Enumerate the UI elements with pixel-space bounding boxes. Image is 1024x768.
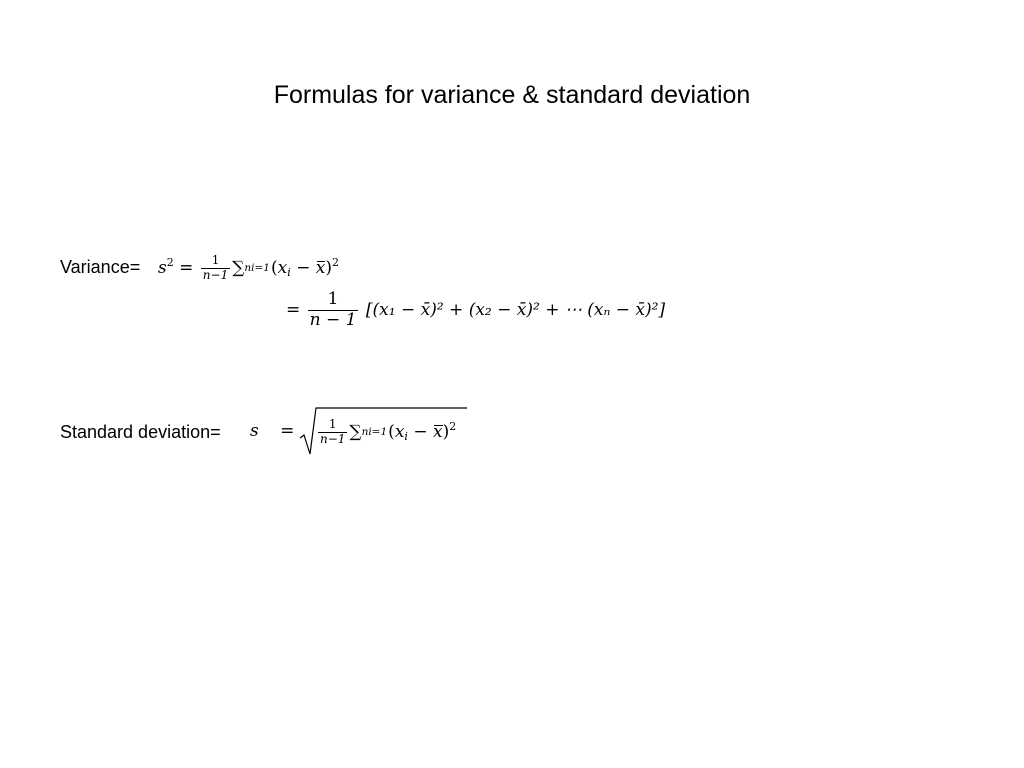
variance-xi-subscript: i: [287, 265, 291, 279]
variance-formula: [158, 254, 339, 283]
variance-line2-fraction: [308, 290, 359, 330]
variance-xi: x: [277, 257, 288, 278]
variance-s-exponent: 2: [166, 255, 174, 269]
std-term-exponent: 2: [449, 419, 457, 433]
variance-line2-denominator: n − 1: [309, 309, 357, 330]
std-sum-upper: n: [361, 426, 369, 439]
variance-minus: −: [296, 257, 311, 278]
variance-fraction: [201, 254, 230, 283]
std-xbar: x: [433, 421, 443, 442]
variance-term-exponent: 2: [332, 255, 340, 269]
std-fraction-numerator: 1: [328, 417, 337, 431]
variance-sum-lower: i=1: [251, 262, 270, 275]
std-xi-subscript: i: [404, 429, 408, 443]
variance-line2-equals: =: [286, 300, 301, 321]
std-open-paren: (: [388, 421, 395, 442]
std-minus: −: [413, 421, 428, 442]
variance-equals: =: [179, 257, 194, 278]
std-equals: =: [280, 421, 295, 441]
std-s-symbol: s: [250, 421, 259, 441]
variance-sum-limits: [244, 263, 270, 273]
std-radicand: [316, 418, 456, 447]
std-fraction: [318, 418, 347, 447]
std-xi: x: [394, 421, 405, 442]
variance-expanded-formula: [286, 290, 665, 330]
variance-close-paren: ): [325, 257, 333, 278]
variance-line2-expansion: [(x₁ − x̄)² + (x₂ − x̄)² + ⋯ (xₙ − x̄)²]: [365, 300, 666, 321]
std-close-paren: ): [442, 421, 450, 442]
std-sum-lower: i=1: [368, 426, 388, 439]
std-fraction-denominator: n−1: [320, 431, 346, 446]
variance-line2-numerator: 1: [327, 289, 339, 309]
variance-open-paren: (: [270, 257, 278, 278]
variance-fraction-numerator: 1: [211, 253, 220, 267]
std-sum-symbol: ∑: [349, 421, 362, 442]
std-label: Standard deviation=: [60, 422, 221, 442]
variance-s-symbol: s: [158, 257, 167, 278]
std-sum-limits: [362, 427, 388, 437]
variance-label: Variance=: [60, 257, 141, 277]
variance-xbar: x: [315, 257, 326, 278]
std-formula: [250, 419, 294, 443]
variance-sum-symbol: ∑: [232, 257, 245, 278]
variance-fraction-denominator: n−1: [202, 267, 229, 282]
slide-title: Formulas for variance & standard deviation: [273, 81, 751, 109]
variance-sum-upper: n: [244, 262, 252, 275]
